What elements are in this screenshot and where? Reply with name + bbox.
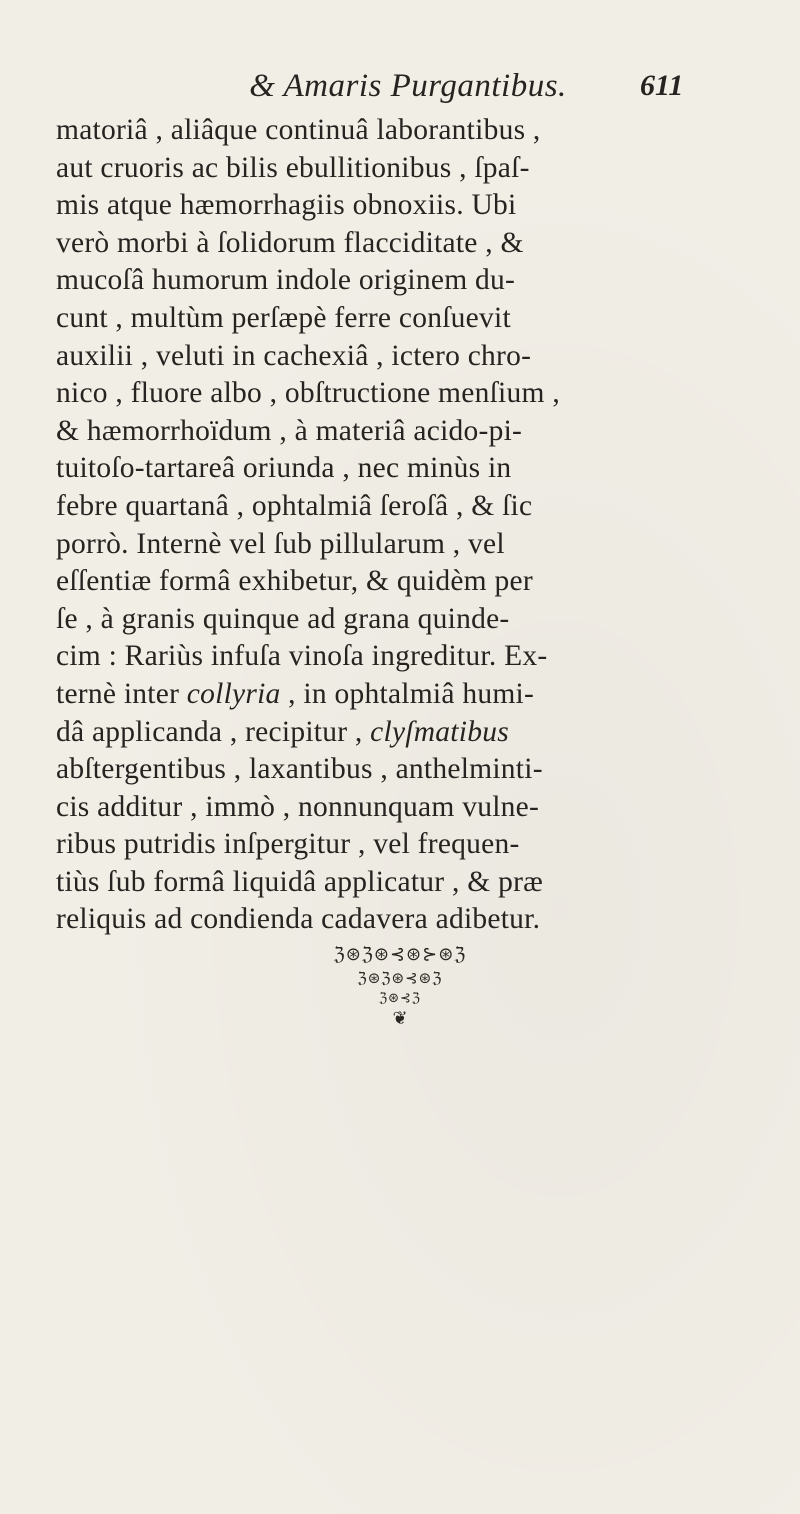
running-head: & Amaris Purgantibus.	[249, 68, 567, 104]
text-line: mis atque hæmorrhagiis obnoxiis. Ubi	[56, 189, 517, 222]
text-line: ternè inter collyria , in ophtalmiâ humi-	[56, 677, 535, 710]
text-line: cunt , multùm perſæpè ferre conſuevit	[56, 301, 511, 334]
ornament-row: ℨ⊛⊰ℨ	[379, 991, 421, 1006]
text-line: dâ applicanda , recipitur , clyſmatibus	[56, 715, 509, 748]
body-text	[56, 112, 780, 939]
text-line: ſe , à granis quinque ad grana quinde-	[56, 602, 510, 635]
text-line: nico , fluore albo , obſtructione menſium ,	[56, 377, 560, 410]
text-line: eſſentiæ formâ exhibetur, & quidèm per	[56, 565, 533, 598]
tailpiece-ornament-icon	[250, 920, 550, 1070]
text-line: aut cruoris ac bilis ebullitionibus , ſpaſ-	[56, 151, 530, 184]
ornament-row: ℨ⊛ℨ⊛⊰⊛ℨ	[357, 969, 443, 987]
text-line: ribus putridis inſpergitur , vel frequen-	[56, 828, 520, 861]
text-line: verò morbi à ſolidorum flacciditate , &	[56, 226, 524, 259]
page-number: 611	[640, 69, 684, 102]
page-header	[0, 66, 800, 106]
text-line: tiùs ſub formâ liquidâ applicatur , & præ	[56, 865, 544, 898]
italic-term: collyria	[186, 677, 281, 710]
text-line: abſtergentibus , laxantibus , anthelminti-	[56, 753, 543, 786]
text-line: tuitoſo-tartareâ oriunda , nec minùs in	[56, 452, 512, 485]
text-line: auxilii , veluti in cachexiâ , ictero chro-	[56, 339, 532, 372]
text-line: cis additur , immò , nonnunquam vulne-	[56, 790, 540, 823]
italic-term: clyſmatibus	[370, 715, 509, 748]
text-line: mucoſâ humorum indole originem du-	[56, 264, 516, 297]
text-line: cim : Rariùs infuſa vinoſa ingreditur. Ex-	[56, 640, 548, 673]
ornament-row: ℨ⊛ℨ⊛⊰⊛⊱⊛ℨ	[333, 944, 467, 965]
text-line: matoriâ , aliâque continuâ laborantibus ,	[56, 114, 541, 146]
text-line: & hæmorrhoïdum , à materiâ acido-pi-	[56, 414, 523, 447]
text-line: reliquis ad condienda cadavera adibetur.	[56, 903, 541, 936]
ornament-finial-icon: ❦	[392, 1008, 408, 1029]
text-line: porrò. Internè vel ſub pillularum , vel	[56, 527, 505, 560]
text-line: febre quartanâ , ophtalmiâ ſeroſâ , & ſic	[56, 489, 533, 522]
